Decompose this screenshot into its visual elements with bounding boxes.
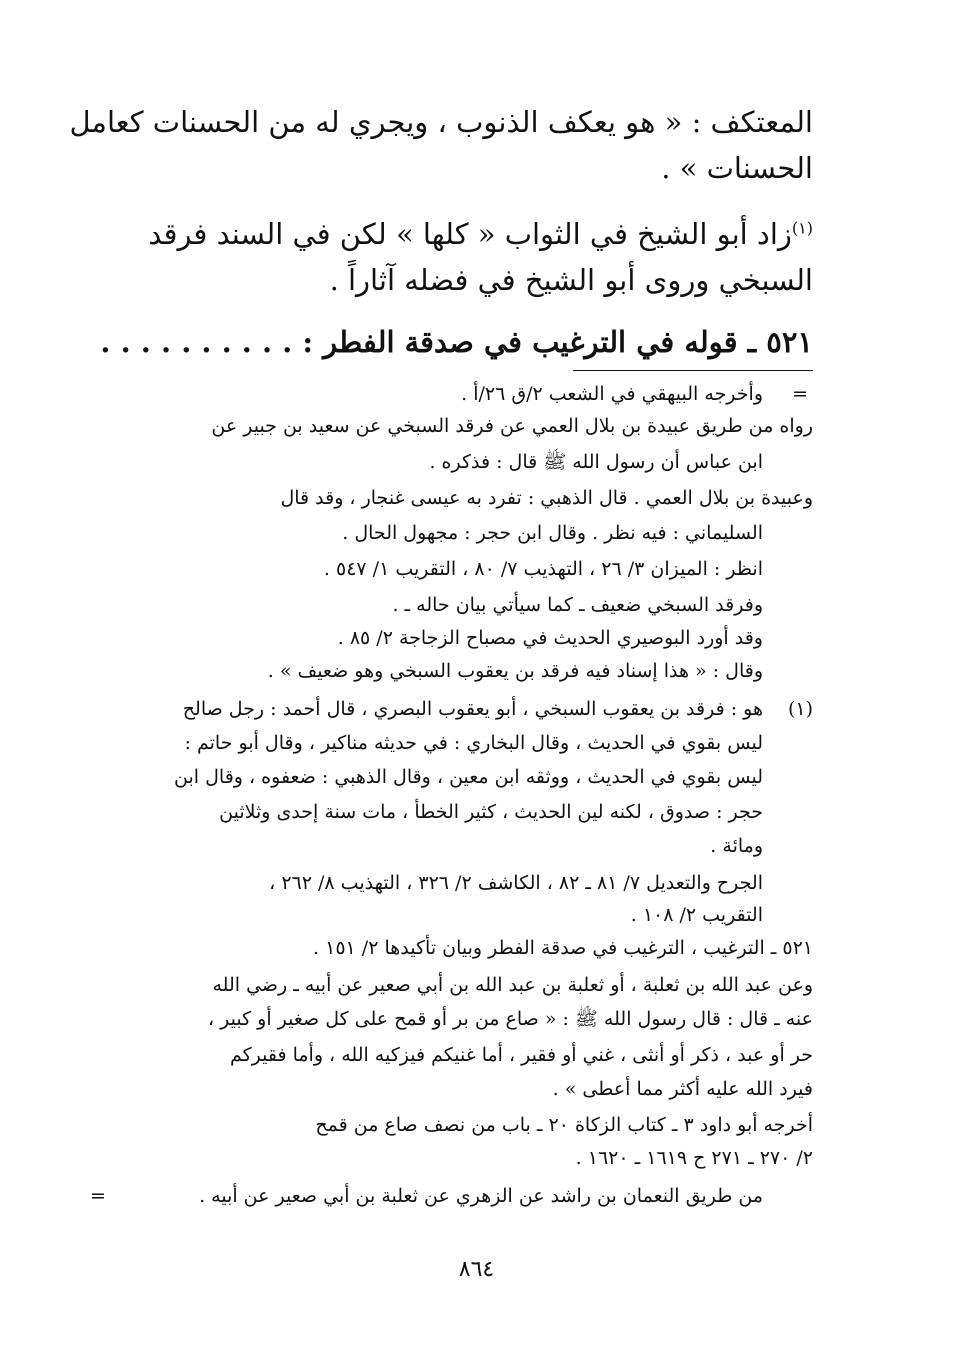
- footnote-line: ٢/ ٢٧٠ ـ ٢٧١ ح ١٦١٩ ـ ١٦٢٠ .: [575, 1147, 813, 1169]
- footnote-line: التقريب ٢/ ١٠٨ .: [630, 904, 763, 926]
- footnote-line: وقال : « هذا إسناد فيه فرقد بن يعقوب السبخي وهو ضعيف » .: [267, 660, 763, 682]
- continuation-marker: =: [792, 383, 808, 405]
- footnote-number-1: (١): [787, 698, 813, 720]
- main-text-line-2: الحسنات » .: [661, 151, 813, 185]
- footnote-line: وعبيدة بن بلال العمي . قال الذهبي : تفرد به عيسى غنجار ، وقد قال: [280, 487, 813, 509]
- footnote-line: هو : فرقد بن يعقوب السبخي ، أبو يعقوب البصري ، قال أحمد : رجل صالح: [182, 698, 763, 720]
- footnote-line: أخرجه أبو داود ٣ ـ كتاب الزكاة ٢٠ ـ باب من نصف صاع من قمح: [315, 1114, 813, 1136]
- main-text-line-1: المعتكف : « هو يعكف الذنوب ، ويجري له من الحسنات كعامل: [69, 105, 813, 139]
- continuation-marker-end: =: [90, 1185, 106, 1207]
- footnote-ref-1: (١): [791, 218, 813, 238]
- main-text-line-4: السبخي وروى أبو الشيخ في فضله آثاراً .: [329, 263, 813, 297]
- footnote-line: من طريق النعمان بن راشد عن الزهري عن ثعلبة بن أبي صعير عن أبيه .: [199, 1185, 763, 1207]
- footnote-line: فيرد الله عليه أكثر مما أعطى » .: [552, 1078, 813, 1100]
- footnote-line: انظر : الميزان ٣/ ٢٦ ، التهذيب ٧/ ٨٠ ، التقريب ١/ ٥٤٧ .: [323, 558, 763, 580]
- footnote-line: السليماني : فيه نظر . وقال ابن حجر : مجهول الحال .: [342, 522, 763, 544]
- footnote-line: حجر : صدوق ، لكنه لين الحديث ، كثير الخطأ ، مات سنة إحدى وثلاثين: [219, 801, 763, 823]
- footnote-line: ليس بقوي في الحديث ، وقال البخاري : في حديثه مناكير ، وقال أبو حاتم :: [184, 732, 763, 754]
- footnote-line: الجرح والتعديل ٧/ ٨١ ـ ٨٢ ، الكاشف ٢/ ٣٢٦ ، التهذيب ٨/ ٢٦٢ ،: [269, 872, 763, 894]
- footnote-line: وأخرجه البيهقي في الشعب ٢/ق ٢٦/أ .: [461, 383, 763, 405]
- footnote-separator: [573, 370, 813, 371]
- footnote-line: رواه من طريق عبيدة بن بلال العمي عن فرقد السبخي عن سعيد بن جبير عن: [211, 415, 813, 437]
- main-text-line-3-text: زاد أبو الشيخ في الثواب « كلها » لكن في السند فرقد: [148, 217, 792, 251]
- footnote-line: عنه ـ قال : قال رسول الله ﷺ : « صاع من بر أو قمح على كل صغير أو كبير ،: [207, 1008, 813, 1030]
- footnote-line: ٥٢١ ـ الترغيب ، الترغيب في صدقة الفطر وبيان تأكيدها ٢/ ١٥١ .: [313, 937, 813, 959]
- footnote-line: وقد أورد البوصيري الحديث في مصباح الزجاجة ٢/ ٨٥ .: [337, 627, 763, 649]
- footnote-line: حر أو عبد ، ذكر أو أنثى ، غني أو فقير ، أما غنيكم فيزكيه الله ، وأما فقيركم: [229, 1044, 813, 1066]
- section-heading: ٥٢١ ـ قوله في الترغيب في صدقة الفطر : . . . . . . . . . .: [100, 325, 813, 359]
- main-text-line-3: [113, 212, 813, 256]
- footnote-line: ومائة .: [710, 835, 763, 857]
- footnote-line: وعن عبد الله بن ثعلبة ، أو ثعلبة بن عبد الله بن أبي صعير عن أبيه ـ رضي الله: [212, 974, 813, 996]
- page-number: ٨٦٤: [458, 1257, 495, 1282]
- footnote-line: ليس بقوي في الحديث ، ووثقه ابن معين ، وقال الذهبي : ضعفوه ، وقال ابن: [174, 766, 763, 788]
- footnote-line: وفرقد السبخي ضعيف ـ كما سيأتي بيان حاله ـ .: [392, 594, 763, 616]
- footnote-line: ابن عباس أن رسول الله ﷺ قال : فذكره .: [429, 451, 763, 473]
